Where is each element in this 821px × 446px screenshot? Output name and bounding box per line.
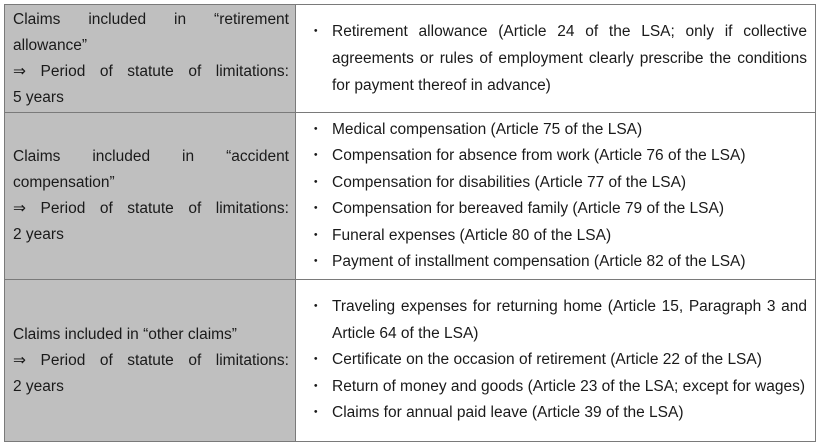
category-label-cont: allowance” <box>13 36 88 54</box>
category-cell <box>5 280 296 442</box>
claim-text: Traveling expenses for returning home (Article 15, Paragraph 3 and Article 64 of the LSA) <box>332 298 807 342</box>
list-item <box>296 347 807 374</box>
bullet-icon: ・ <box>308 377 324 395</box>
list-item <box>296 294 807 347</box>
category-cell <box>5 113 296 280</box>
claim-text: Payment of installment compensation (Article 82 of the LSA) <box>332 253 746 270</box>
category-label: Claims included in “other claims” <box>13 325 237 343</box>
list-item <box>296 18 807 99</box>
bullet-icon: ・ <box>308 253 324 270</box>
category-label: Claims included in “retirement <box>13 10 289 28</box>
list-item <box>296 143 807 170</box>
limitation-period-value: 2 years <box>13 226 64 243</box>
list-item <box>296 374 807 401</box>
category-cell <box>5 5 296 113</box>
claim-text: Compensation for absence from work (Article 76 of the LSA) <box>332 147 746 164</box>
claim-text: Compensation for disabilities (Article 77 of the LSA) <box>332 173 687 191</box>
bullet-icon: ・ <box>308 147 324 164</box>
bullet-icon: ・ <box>308 298 324 316</box>
claim-text: Retirement allowance (Article 24 of the LSA; only if collective agreements or rules of employment clearly prescribe the conditions for payment thereof in advance) <box>332 23 807 94</box>
claim-text: Funeral expenses (Article 80 of the LSA) <box>332 226 612 244</box>
bullet-icon: ・ <box>308 23 324 40</box>
bullet-icon: ・ <box>308 173 324 191</box>
claims-list-cell <box>296 5 816 113</box>
limitation-period-value: 5 years <box>13 88 64 106</box>
claims-list <box>296 294 807 427</box>
bullet-icon: ・ <box>308 404 324 422</box>
claim-text: Medical compensation (Article 75 of the LSA) <box>332 120 643 138</box>
table-row-other-claims <box>5 280 816 442</box>
category-label: Claims included in “accident <box>13 148 289 165</box>
claim-text: Claims for annual paid leave (Article 39 of the LSA) <box>332 404 684 422</box>
list-item <box>296 223 807 250</box>
limitation-period-label: ⇒ Period of statute of limitations: <box>13 62 289 80</box>
table-row-accident-compensation <box>5 113 816 280</box>
list-item <box>296 196 807 223</box>
limitation-period-label: ⇒ Period of statute of limitations: <box>13 351 289 369</box>
list-item <box>296 170 807 197</box>
claim-text: Return of money and goods (Article 23 of the LSA; except for wages) <box>332 377 806 395</box>
claims-limitation-table <box>4 4 816 442</box>
table-row-retirement-allowance <box>5 5 816 113</box>
limitation-period-value: 2 years <box>13 377 64 395</box>
bullet-icon: ・ <box>308 226 324 244</box>
claims-list-cell <box>296 113 816 280</box>
claim-text: Compensation for bereaved family (Article 79 of the LSA) <box>332 200 724 217</box>
list-item <box>296 400 807 427</box>
list-item <box>296 249 807 276</box>
claims-list-cell <box>296 280 816 442</box>
bullet-icon: ・ <box>308 200 324 217</box>
claims-list <box>296 18 807 99</box>
bullet-icon: ・ <box>308 351 324 369</box>
limitation-period-label: ⇒ Period of statute of limitations: <box>13 200 289 217</box>
category-label-cont: compensation” <box>13 174 115 191</box>
list-item <box>296 117 807 144</box>
claim-text: Certificate on the occasion of retirement (Article 22 of the LSA) <box>332 351 762 369</box>
claims-list <box>296 117 807 276</box>
bullet-icon: ・ <box>308 120 324 138</box>
